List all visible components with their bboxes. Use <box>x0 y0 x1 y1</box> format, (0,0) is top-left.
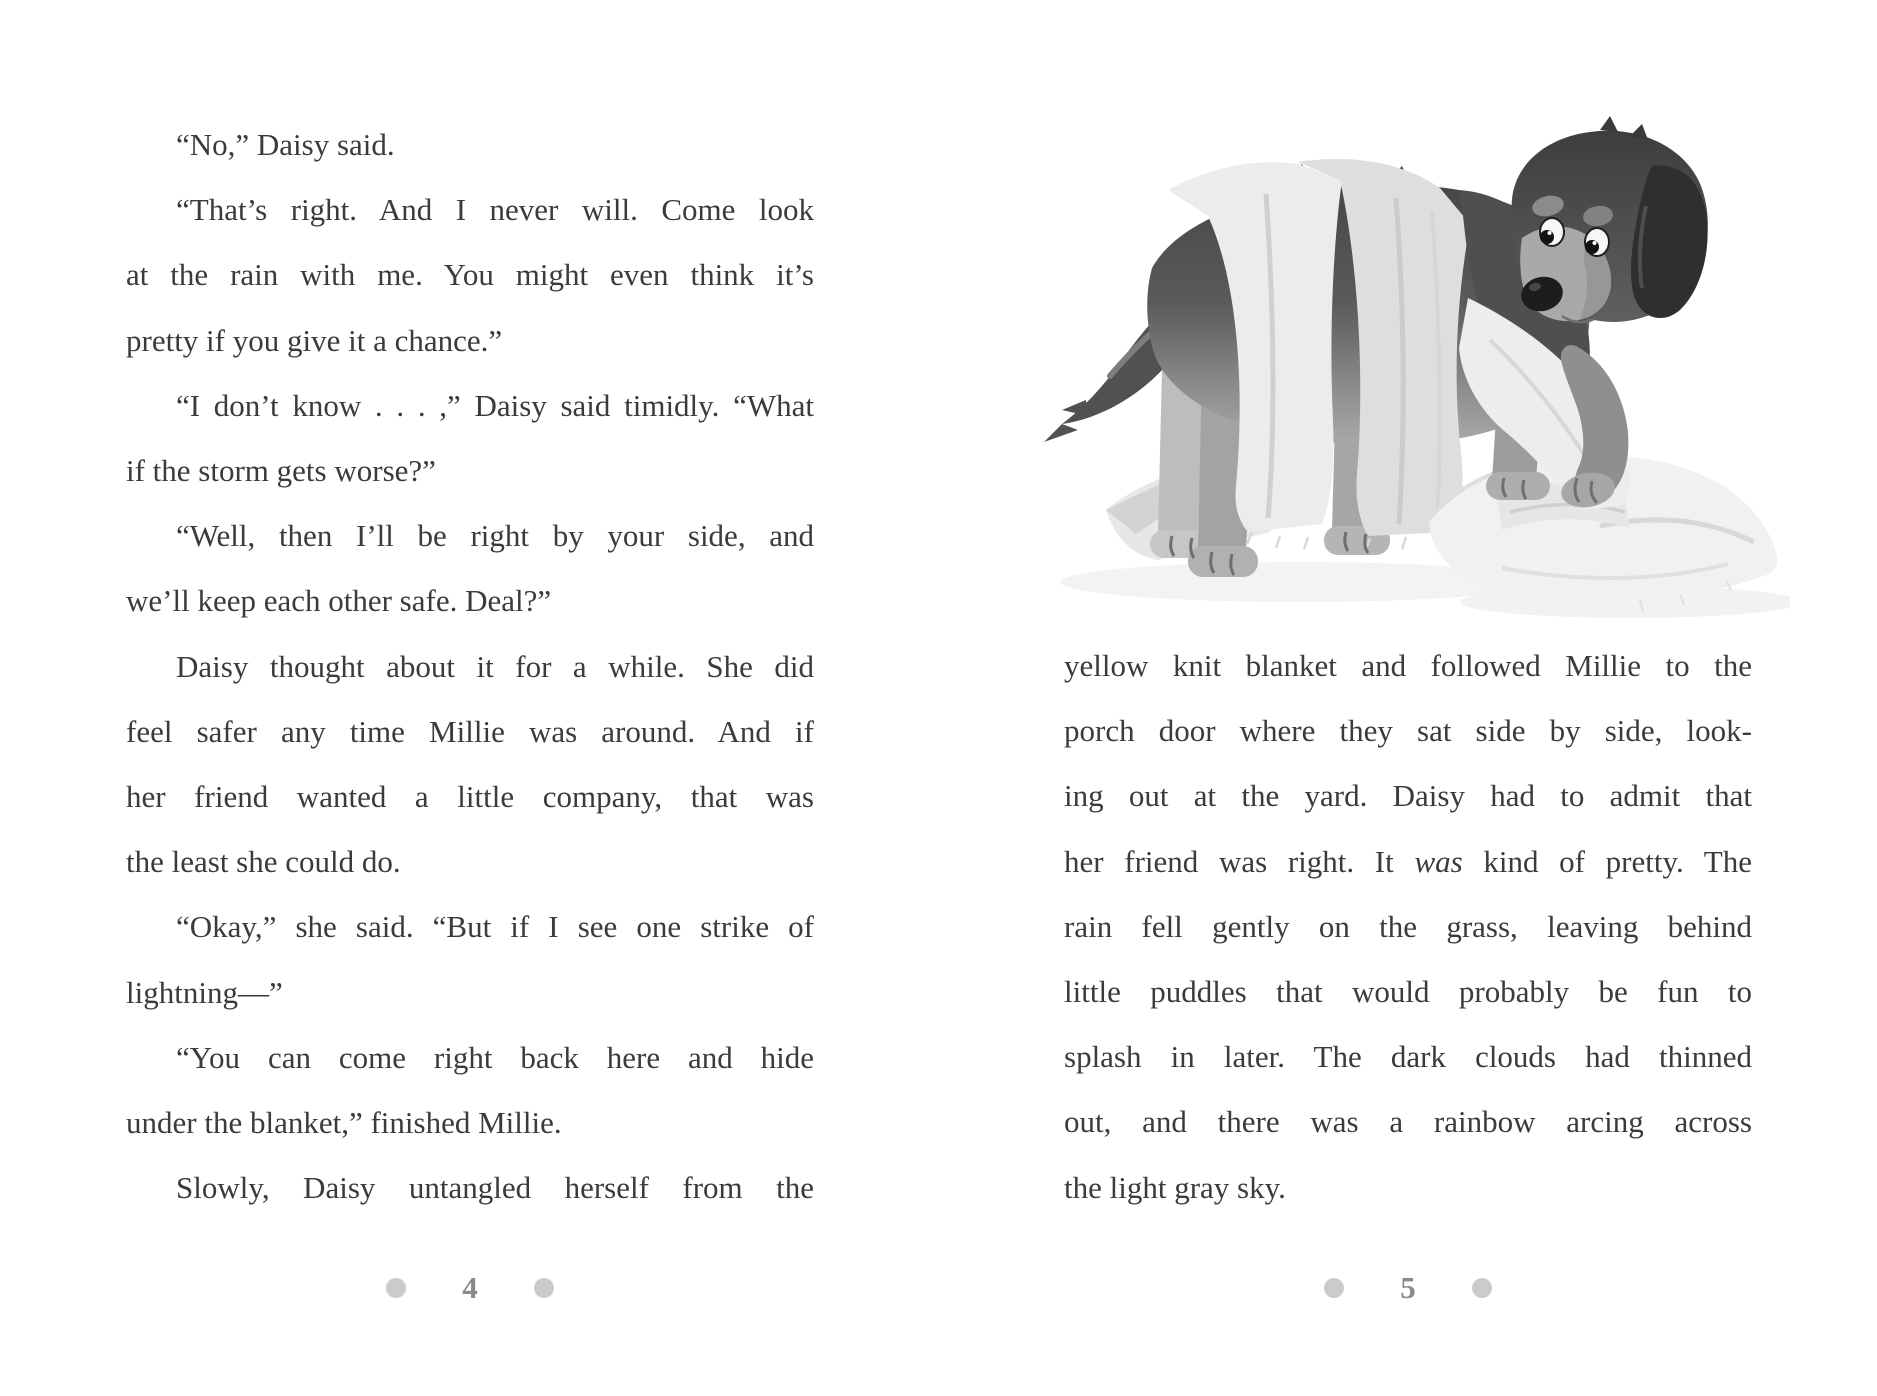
text-line: the light gray sky. <box>1064 1169 1286 1205</box>
text-line: “Well, then I’ll be right by your side, and <box>176 518 814 554</box>
text-line: splash in later. The dark clouds had thinned <box>1064 1039 1752 1075</box>
right-page-text <box>1064 633 1752 1220</box>
text-line: “No,” Daisy said. <box>176 127 395 162</box>
text-line: “That’s right. And I never will. Come look <box>176 192 814 228</box>
text-line: out, and there was a rainbow arcing across <box>1064 1104 1752 1140</box>
footer-ornament-dot <box>1472 1278 1492 1298</box>
right-page-number: 5 <box>1400 1270 1416 1305</box>
left-page-number: 4 <box>462 1270 478 1305</box>
text-line: rain fell gently on the grass, leaving behind <box>1064 908 1752 944</box>
text-line: the least she could do. <box>126 844 401 880</box>
dog-head <box>1512 116 1708 322</box>
footer-ornament-dot <box>386 1278 406 1298</box>
text-line: under the blanket,” finished Millie. <box>126 1105 562 1141</box>
footer-ornament-dot <box>1324 1278 1344 1298</box>
text-line: “Okay,” she said. “But if I see one strike of <box>176 909 814 945</box>
left-page-text <box>126 112 814 1220</box>
text-line: her friend wanted a little company, that was <box>126 779 814 815</box>
text-line: if the storm gets worse?” <box>126 453 436 489</box>
text-line: ing out at the yard. Daisy had to admit that <box>1064 778 1752 814</box>
text-line: pretty if you give it a chance.” <box>126 322 503 358</box>
text-line: “You can come right back here and hide <box>176 1039 814 1075</box>
text-line: feel safer any time Millie was around. And if <box>126 713 814 749</box>
text-line: her friend was right. It was kind of pretty. The <box>1064 843 1753 879</box>
text-line: Slowly, Daisy untangled herself from the <box>176 1170 814 1206</box>
text-line: lightning—” <box>126 974 283 1010</box>
text-line: we’ll keep each other safe. Deal?” <box>126 583 552 619</box>
text-line: little puddles that would probably be fun to <box>1064 974 1752 1010</box>
text-line: at the rain with me. You might even think it’s <box>126 257 814 293</box>
left-page-footer <box>126 1268 814 1308</box>
dog-blanket-illustration <box>1040 90 1790 625</box>
text-line: yellow knit blanket and followed Millie to the <box>1064 648 1752 683</box>
text-line: Daisy thought about it for a while. She did <box>176 648 814 684</box>
dog-illustration-canvas <box>1040 90 1790 625</box>
footer-ornament-dot <box>534 1278 554 1298</box>
text-line: porch door where they sat side by side, look- <box>1064 713 1752 749</box>
right-page-footer <box>1064 1268 1752 1308</box>
text-line: “I don’t know . . . ,” Daisy said timidly. “What <box>176 387 814 423</box>
